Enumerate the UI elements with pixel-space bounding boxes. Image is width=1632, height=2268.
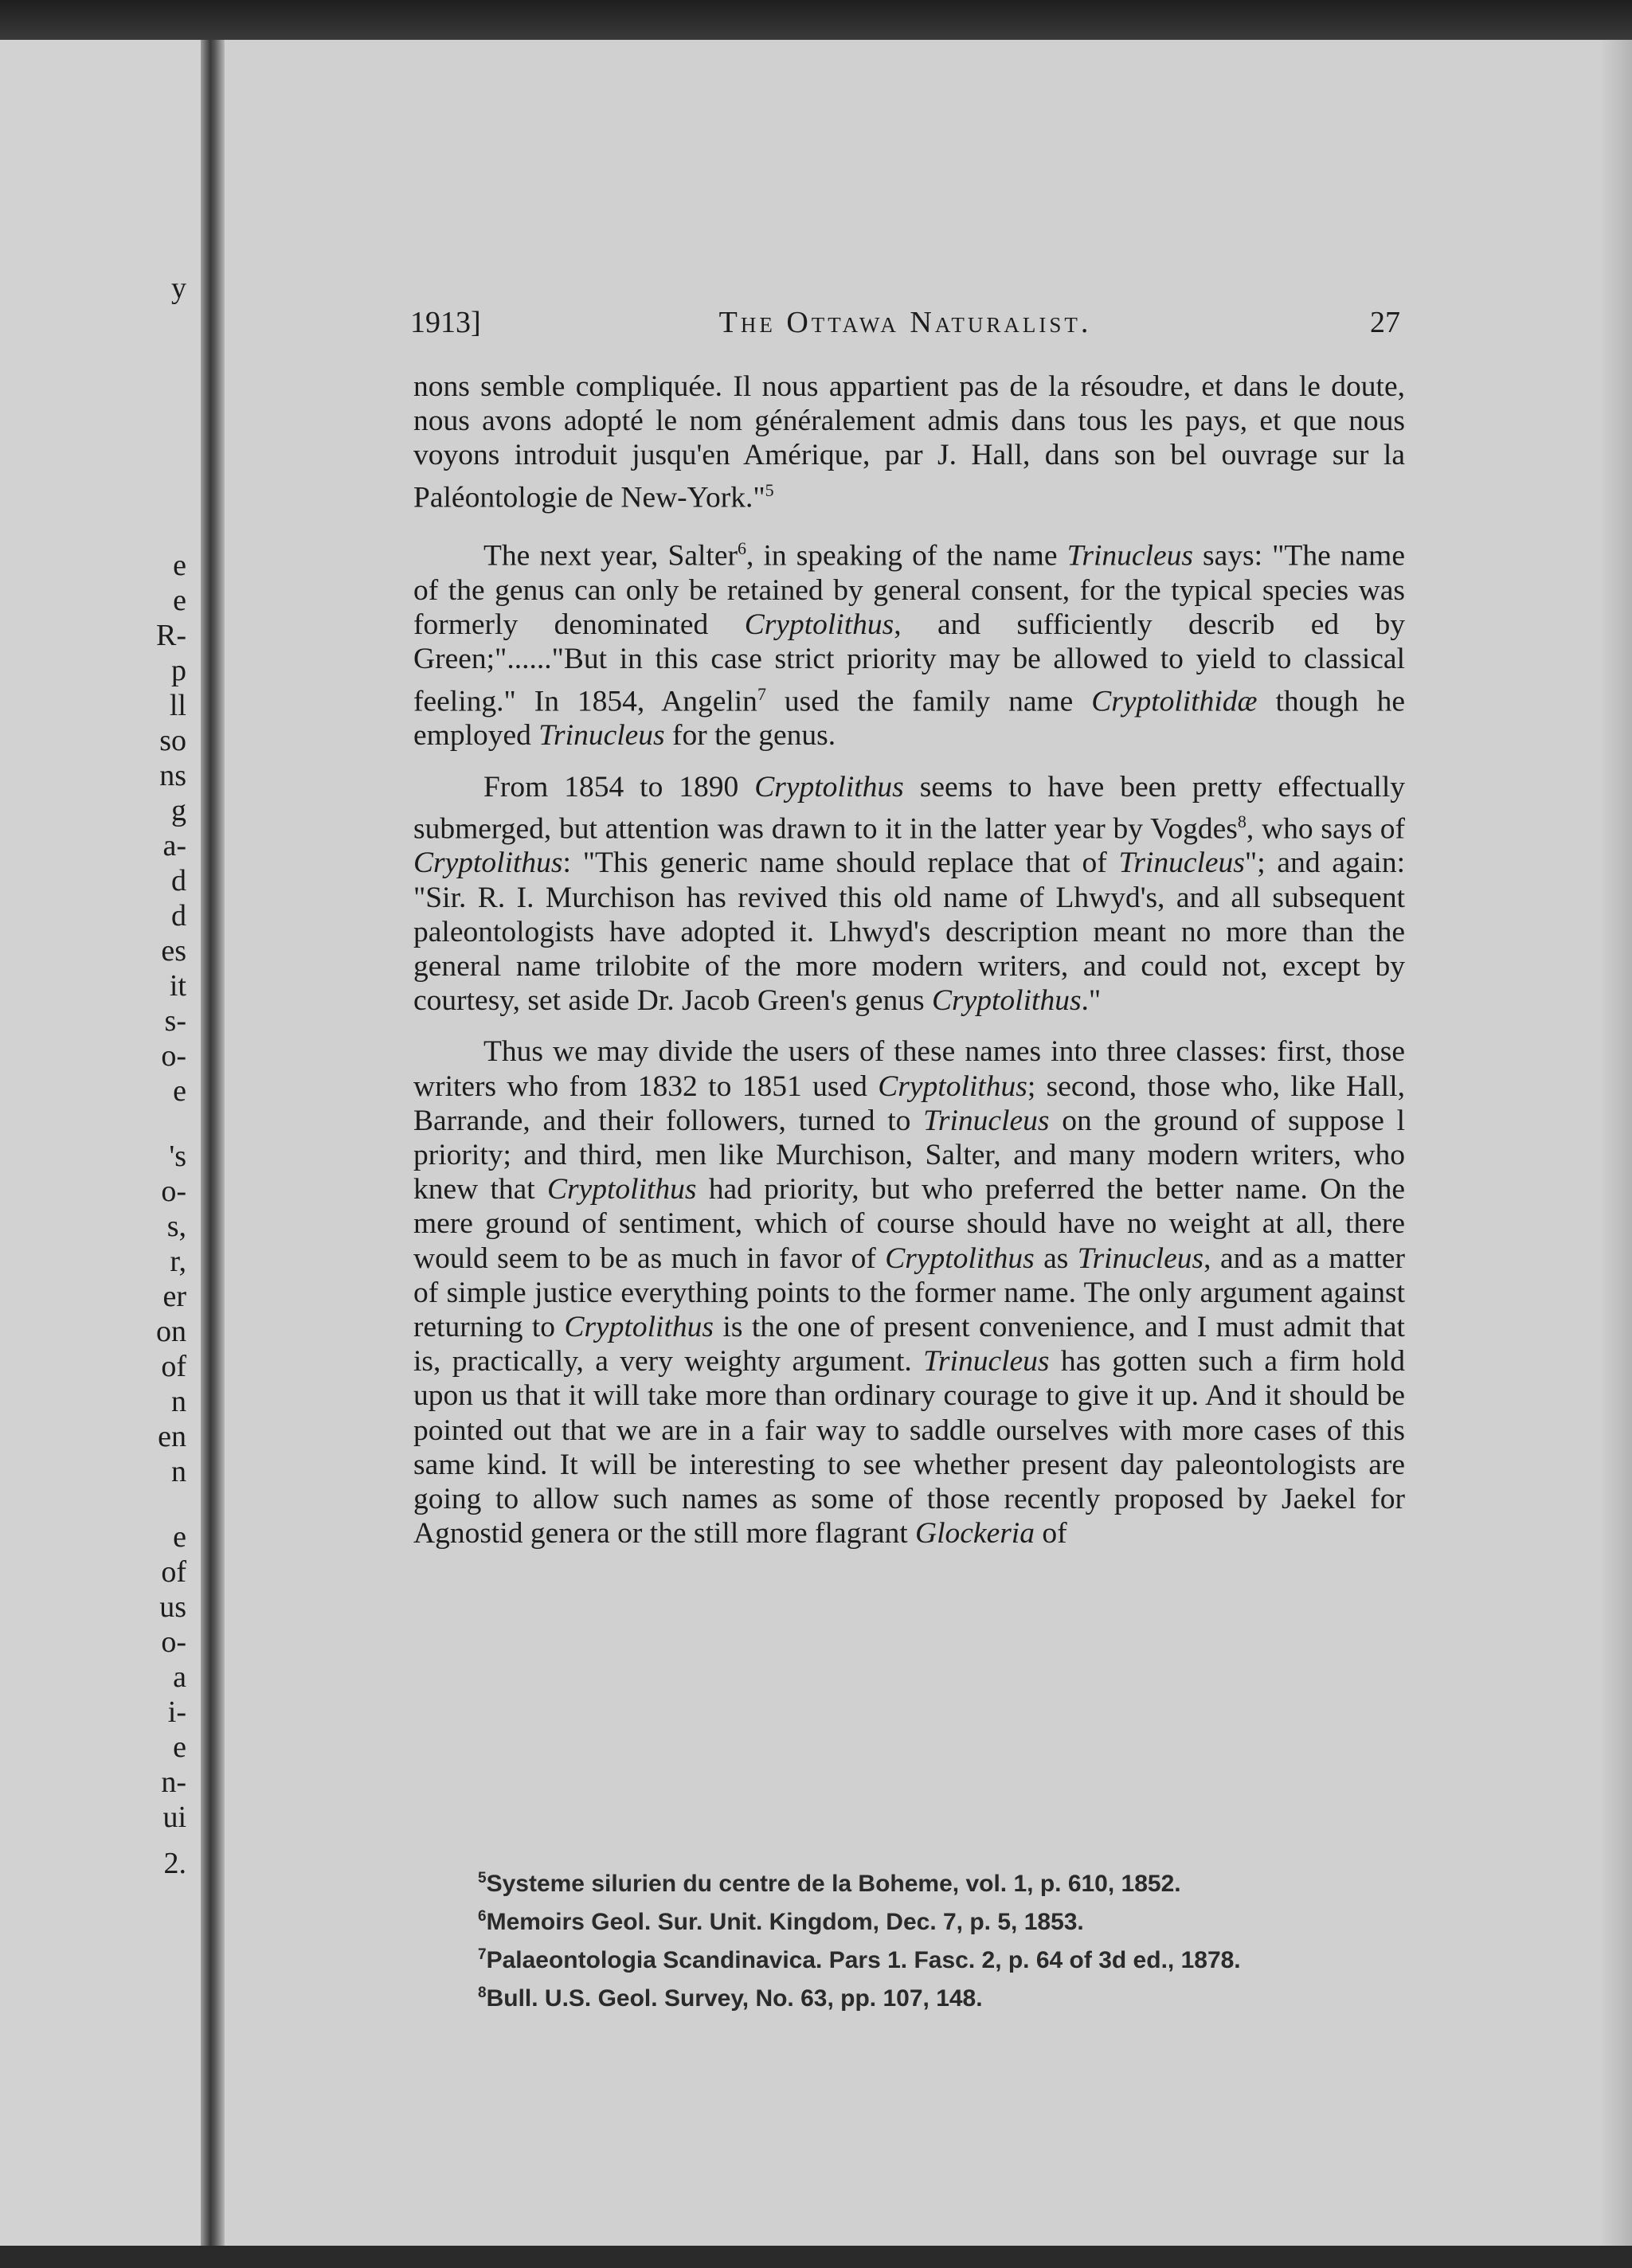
left-page-text-fragment: d	[171, 864, 186, 897]
left-page-text-fragment: er	[162, 1280, 186, 1313]
footnote-text: Palaeontologia Scandinavica. Pars 1. Fasc. 2, p. 64 of 3d ed., 1878.	[486, 1947, 1241, 1973]
left-page-text-fragment: R-	[156, 619, 186, 652]
text-run: on the ground of suppose l priority; and third, men like Murchison, Salter, and many modern writers, who knew that	[413, 1104, 1405, 1206]
footnote-mark: 7	[478, 1946, 487, 1963]
running-head	[410, 303, 1400, 342]
italic-text: Cryptolithus	[885, 1242, 1035, 1275]
text-run: though he employed	[413, 685, 1405, 753]
footnote-text: Bull. U.S. Geol. Survey, No. 63, pp. 107, 148.	[486, 1985, 983, 2012]
paragraph	[413, 770, 1405, 1019]
left-page-text-fragment: so	[159, 724, 186, 757]
italic-text: Cryptolithus	[754, 770, 904, 804]
footnote-mark: 5	[478, 1870, 487, 1887]
left-page-text-fragment: e	[173, 1520, 186, 1554]
left-page-text-fragment: g	[171, 794, 186, 827]
italic-text: Trinucleus	[1118, 847, 1245, 880]
italic-text: Cryptolithus	[878, 1069, 1027, 1103]
text-run: , and sufficiently describ ed by Green;"......"But in this case strict priority may be allowed to yield to classical feeling." In 1854, Angelin	[413, 608, 1406, 718]
text-run: says: "The name of the genus can only be retained by general consent, for the typical species was formerly denominated	[413, 539, 1405, 642]
italic-text: Cryptolithus	[413, 847, 563, 880]
body-text	[413, 370, 1405, 1551]
scan-bottom-border	[0, 2246, 1632, 2268]
text-run: seems to have been pretty effectually submerged, but attention was drawn to it in the latter year by Vogdes	[413, 770, 1405, 846]
left-page-text-fragment: e	[173, 1074, 186, 1108]
footnotes	[478, 1862, 1418, 2015]
text-run: of	[1034, 1517, 1067, 1550]
footnote-ref: 7	[757, 683, 766, 704]
text-run: had priority, but who preferred the better name. On the mere ground of sentiment, which of course should have no weight at all, there would seem to be as much in favor of	[413, 1173, 1405, 1275]
left-page-text-fragment: n	[171, 1455, 186, 1488]
footnote-text: Memoirs Geol. Sur. Unit. Kingdom, Dec. 7, p. 5, 1853.	[486, 1909, 1084, 1935]
italic-text: Cryptolithus	[744, 608, 894, 642]
left-page-text-fragment: ll	[169, 689, 186, 722]
italic-text: Trinucleus	[1066, 539, 1193, 573]
footnote-text: Systeme silurien du centre de la Boheme, vol. 1, p. 610, 1852.	[486, 1871, 1181, 1897]
left-page-text-fragment: i-	[167, 1695, 186, 1729]
footnote-ref: 6	[737, 538, 746, 559]
italic-text: Cryptolithidæ	[1091, 685, 1258, 718]
left-page-text-fragment: 2.	[163, 1847, 186, 1880]
text-run: is the one of present convenience, and I must admit that is, practically, a very weighty argument.	[413, 1311, 1405, 1378]
italic-text: Trinucleus	[923, 1345, 1050, 1378]
left-page-text-fragment: 's	[169, 1140, 186, 1173]
left-page-text-fragment: on	[156, 1315, 186, 1348]
left-page-text-fragment: d	[171, 899, 186, 933]
left-page-text-fragment: o-	[161, 1625, 186, 1659]
left-page-text-fragment: n	[171, 1385, 186, 1418]
journal-title: The Ottawa Naturalist.	[718, 306, 1092, 339]
footnote	[478, 1938, 1418, 1977]
left-page-text-fragment: e	[173, 584, 186, 617]
left-page-text-fragment: en	[158, 1420, 186, 1453]
text-run: used the family name	[765, 685, 1092, 718]
left-page-text-fragment: of	[161, 1350, 186, 1383]
text-run: "; and again: "Sir. R. I. Murchison has revived this old name of Lhwyd's, and all subsequent paleontologists have adopted it. Lhwyd's description meant no more than the general name trilobite of the more modern writers, and could not, except by courtesy, set aside Dr. Jacob Green's genus	[413, 847, 1405, 1018]
paragraph	[413, 1034, 1405, 1550]
left-page-text-fragment: e	[173, 1730, 186, 1764]
footnote-ref: 8	[1237, 811, 1247, 831]
text-run: , who says of	[1246, 812, 1405, 846]
footnote	[478, 1900, 1418, 1938]
left-page-text-fragment: e	[173, 549, 186, 582]
header-year: 1913]	[410, 306, 481, 339]
italic-text: Cryptolithus	[546, 1173, 697, 1206]
book-gutter	[201, 40, 225, 2246]
text-run: Thus we may divide the users of these names into three classes: first, those writers who from 1832 to 1851 used	[413, 1035, 1405, 1103]
left-page-fragment	[0, 40, 201, 2246]
text-run: The next year, Salter	[483, 539, 738, 573]
left-page-text-fragment: p	[171, 654, 186, 687]
italic-text: Trinucleus	[923, 1104, 1050, 1137]
page-number: 27	[1370, 306, 1400, 339]
paragraph	[413, 531, 1405, 753]
left-page-text-fragment: a	[173, 1660, 186, 1694]
left-page-text-fragment: o-	[161, 1175, 186, 1208]
italic-text: Trinucleus	[538, 719, 665, 753]
left-page-text-fragment: r,	[170, 1245, 186, 1278]
text-run: , in speaking of the name	[746, 539, 1067, 573]
text-run: as	[1034, 1242, 1078, 1275]
left-page-text-fragment: us	[159, 1590, 186, 1624]
scan-right-edge	[1601, 40, 1632, 2246]
left-page-text-fragment: ns	[159, 759, 186, 792]
italic-text: Cryptolithus	[932, 984, 1082, 1018]
left-page-text-fragment: it	[169, 969, 186, 1003]
paragraph	[413, 370, 1405, 514]
footnote-mark: 8	[478, 1984, 487, 2001]
italic-text: Trinucleus	[1077, 1242, 1204, 1275]
text-run: has gotten such a firm hold upon us that it will take more than ordinary courage to give it up. And it should be pointed out that we are in a fair way to saddle ourselves with more cases of this same kind. It will be interesting to see whether present day paleontologists are going to allow such names as some of those recently proposed by Jaekel for Agnostid genera or the still more flagrant	[413, 1345, 1405, 1550]
left-page-text-fragment: n-	[161, 1766, 186, 1799]
left-page-text-fragment: es	[161, 934, 186, 968]
text-run: nons semble compliquée. Il nous appartient pas de la résoudre, et dans le doute, nous avons adopté le nom généralement admis dans tous les pays, et que nous voyons introduit jusqu'en Amérique, par J. Hall, dans son bel ouvrage sur la Paléontologie de New-York."	[413, 370, 1405, 514]
left-page-text-fragment: s-	[164, 1004, 186, 1038]
left-page-text-fragment: ui	[162, 1801, 186, 1834]
left-page-text-fragment: s,	[166, 1210, 186, 1243]
footnote-ref: 5	[765, 479, 774, 500]
text-run: From 1854 to 1890	[483, 770, 755, 804]
left-page-text-fragment: y	[171, 272, 186, 305]
text-run: for the genus.	[664, 719, 836, 753]
footnote	[478, 1862, 1418, 1900]
scan-top-border	[0, 0, 1632, 40]
left-page-text-fragment: a-	[162, 829, 186, 862]
footnote	[478, 1977, 1418, 2015]
text-run: ."	[1081, 984, 1102, 1018]
italic-text: Cryptolithus	[564, 1311, 714, 1344]
text-run: : "This generic name should replace that of	[562, 847, 1119, 880]
page	[225, 40, 1601, 2246]
text-run: , and as a matter of simple justice everything points to the former name. The only argument against returning to	[413, 1242, 1405, 1344]
left-page-text-fragment: o-	[161, 1039, 186, 1073]
footnote-mark: 6	[478, 1908, 487, 1925]
text-run: ; second, those who, like Hall, Barrande, and their followers, turned to	[413, 1069, 1405, 1137]
italic-text: Glockeria	[915, 1517, 1035, 1550]
left-page-text-fragment: of	[161, 1555, 186, 1589]
